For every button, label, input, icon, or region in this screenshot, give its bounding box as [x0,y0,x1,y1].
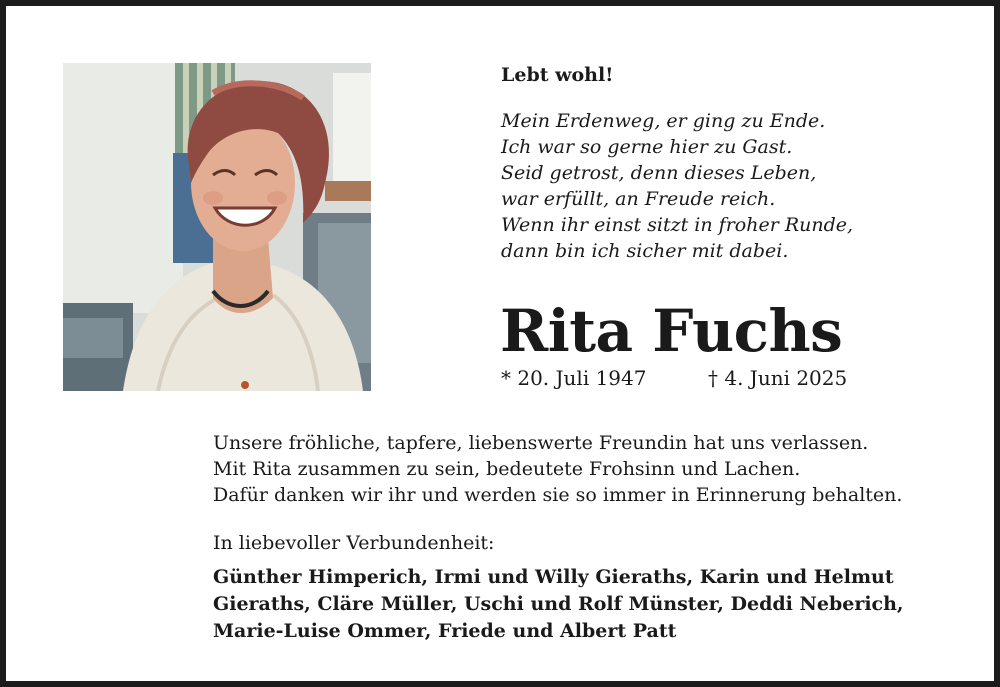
poem-line: war erfüllt, an Freude reich. [501,188,776,210]
portrait-photo [63,63,371,391]
poem-line: Seid getrost, denn dieses Leben, [501,162,817,184]
poem [501,108,853,264]
message-line: Unsere fröhliche, tapfere, liebenswerte Freundin hat uns verlassen. [213,432,869,454]
death-date: † 4. Juni 2025 [708,366,848,390]
poem-line: Mein Erdenweg, er ging zu Ende. [501,110,826,132]
farewell-heading: Lebt wohl! [501,64,614,86]
tribute-message [213,430,902,508]
closing-phrase: In liebevoller Verbundenheit: [213,532,495,554]
mourners-line: Günther Himperich, Irmi und Willy Gieraths, Karin und Helmut [213,566,894,588]
message-line: Mit Rita zusammen zu sein, bedeutete Frohsinn und Lachen. [213,458,801,480]
mourners-line: Gieraths, Cläre Müller, Uschi und Rolf Münster, Deddi Neberich, [213,593,904,615]
poem-line: dann bin ich sicher mit dabei. [501,240,789,262]
mourners-line: Marie-Luise Ommer, Friede und Albert Patt [213,620,677,642]
birth-date: * 20. Juli 1947 [501,366,647,390]
message-line: Dafür danken wir ihr und werden sie so immer in Erinnerung behalten. [213,484,903,506]
poem-line: Wenn ihr einst sitzt in froher Runde, [501,214,854,236]
deceased-name: Rita Fuchs [500,297,843,365]
poem-line: Ich war so gerne hier zu Gast. [501,136,793,158]
mourners-list [213,564,904,645]
